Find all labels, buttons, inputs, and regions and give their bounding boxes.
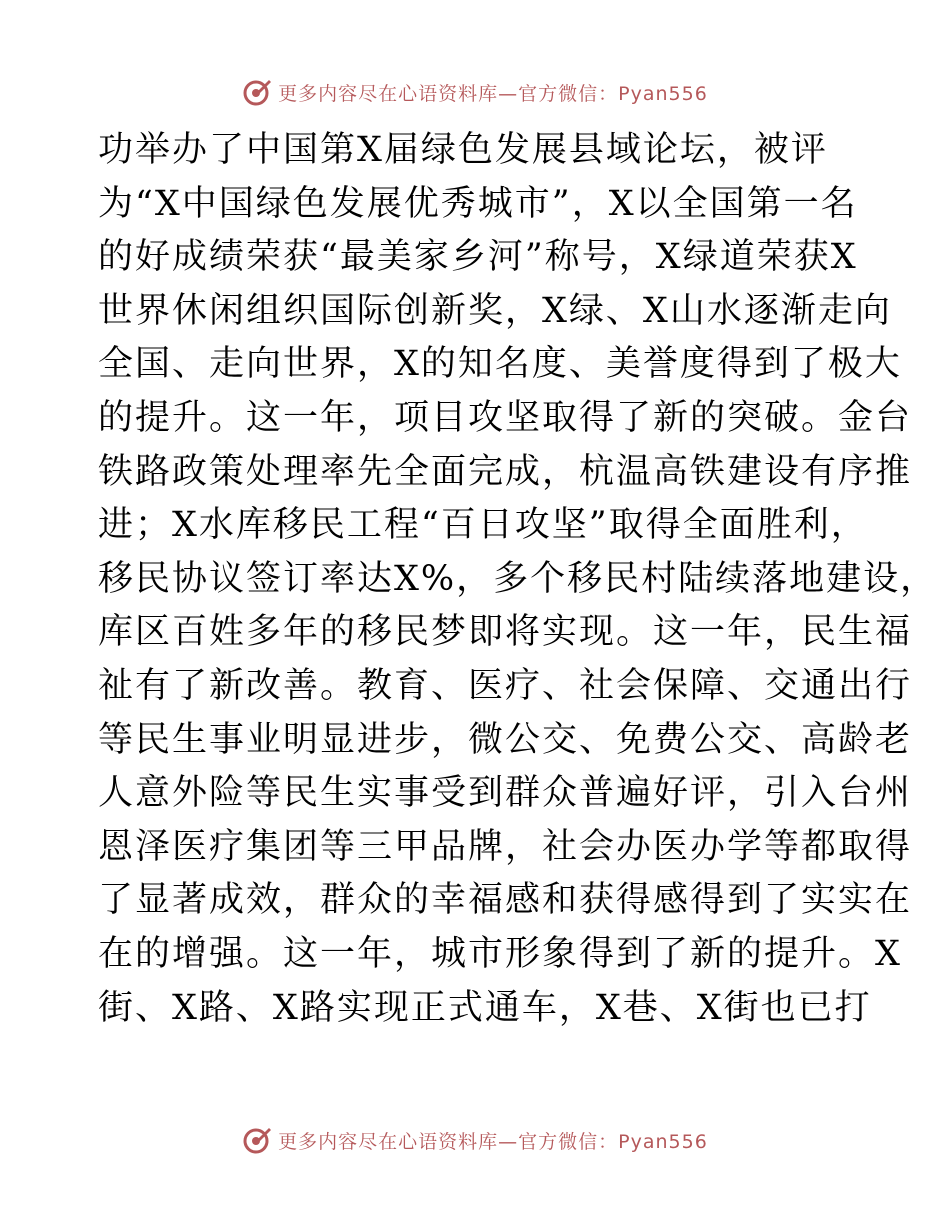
- footer-banner-text: 更多内容尽在心语资料库—官方微信：Pyan556: [278, 1130, 708, 1153]
- text-line: 的好成绩荣获“最美家乡河”称号，Ⅹ绿道荣获Ⅹ: [98, 237, 858, 278]
- text-line: 等民生事业明显进步，微公交、免费公交、高龄老: [98, 719, 913, 760]
- header-banner-text: 更多内容尽在心语资料库—官方微信：Pyan556: [278, 82, 708, 105]
- text-line: 世界休闲组织国际创新奖，Ⅹ绿、Ⅹ山水逐渐走向: [98, 290, 892, 331]
- text-line: 全国、走向世界，Ⅹ的知名度、美誉度得到了极大: [98, 344, 902, 385]
- text-line: 祉有了新改善。教育、医疗、社会保障、交通出行: [98, 665, 913, 706]
- text-line: 为“Ⅹ中国绿色发展优秀城市”，Ⅹ以全国第一名: [98, 183, 858, 224]
- text-line: 街、Ⅹ路、Ⅹ路实现正式通车，Ⅹ巷、Ⅹ街也已打: [98, 987, 872, 1028]
- footer-banner: [0, 1120, 950, 1160]
- text-line: 移民协议签订率达Ⅹ%，多个移民村陆续落地建设，: [98, 558, 938, 599]
- text-line: 进；Ⅹ水库移民工程“百日攻坚”取得全面胜利，: [98, 505, 868, 546]
- writing-hand-logo-icon: [242, 77, 272, 107]
- text-line: 功举办了中国第Ⅹ届绿色发展县域论坛，被评: [98, 130, 828, 170]
- text-line: 人意外险等民生实事受到群众普遍好评，引入台州: [98, 773, 913, 814]
- document-body: [98, 124, 938, 1035]
- text-line: 库区百姓多年的移民梦即将实现。这一年，民生福: [98, 612, 913, 653]
- text-line: 了显著成效，群众的幸福感和获得感得到了实实在: [98, 880, 913, 921]
- header-banner: [0, 72, 950, 112]
- writing-hand-logo-icon: [242, 1125, 272, 1155]
- text-line: 铁路政策处理率先全面完成，杭温高铁建设有序推: [98, 451, 913, 492]
- text-line: 恩泽医疗集团等三甲品牌，社会办医办学等都取得: [98, 826, 913, 867]
- text-line: 的提升。这一年，项目攻坚取得了新的突破。金台: [98, 397, 913, 438]
- text-line: 在的增强。这一年，城市形象得到了新的提升。Ⅹ: [98, 933, 902, 974]
